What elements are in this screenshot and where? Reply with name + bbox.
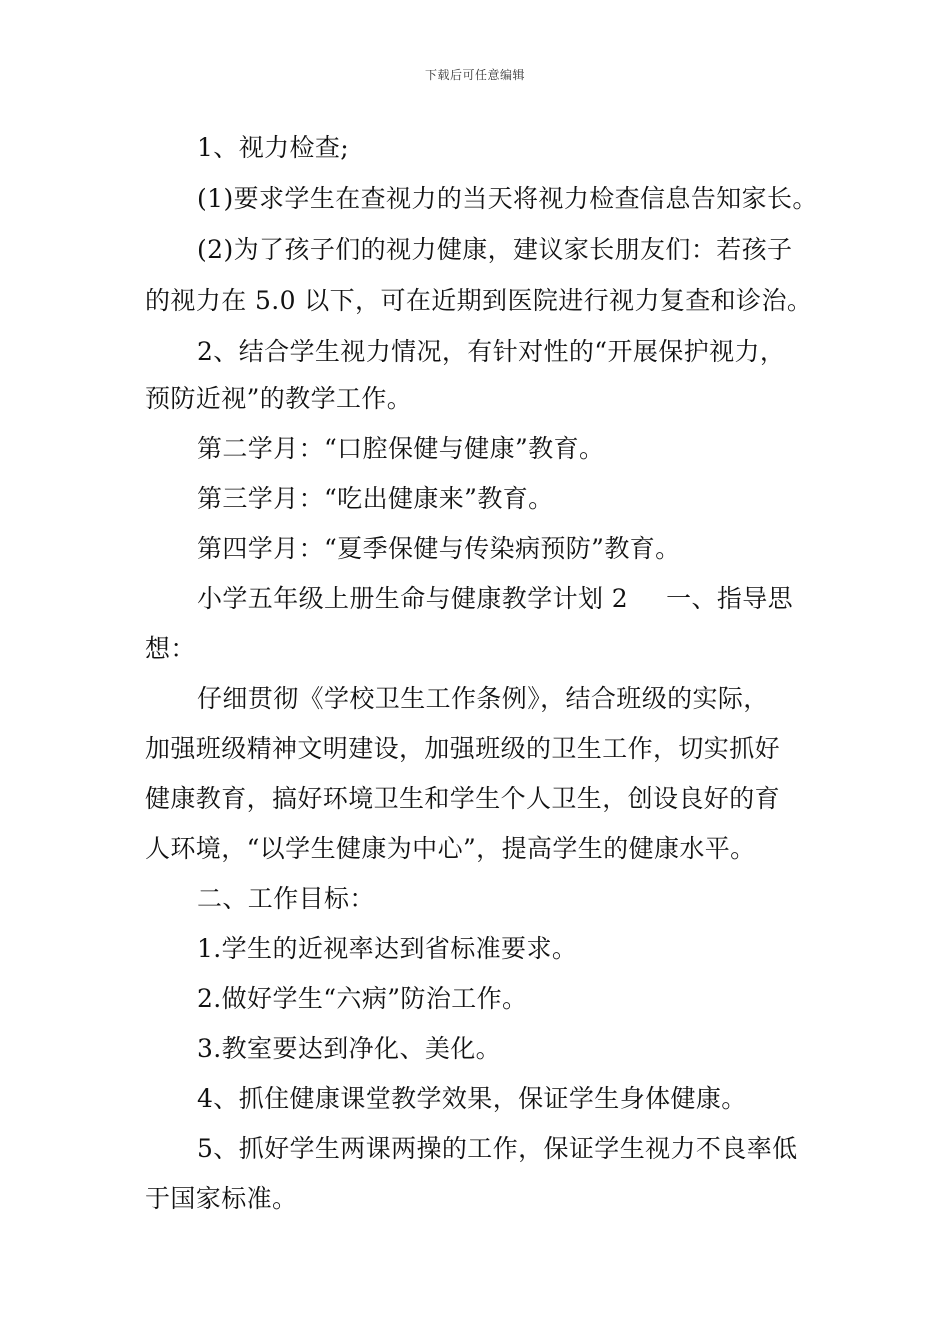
paragraph-line: 仔细贯彻《学校卫生工作条例》，结合班级的实际， xyxy=(197,684,769,713)
paragraph-line: 预防近视”的教学工作。 xyxy=(145,384,413,413)
paragraph-line: 的视力在 5.0 以下，可在近期到医院进行视力复查和诊治。 xyxy=(145,286,813,315)
paragraph-line: 1、视力检查; xyxy=(197,133,350,162)
page-header-note: 下载后可任意编辑 xyxy=(424,68,525,82)
paragraph-line: 2、结合学生视力情况，有针对性的“开展保护视力， xyxy=(197,337,786,366)
paragraph-line: 人环境，“以学生健康为中心”，提高学生的健康水平。 xyxy=(145,834,756,863)
list-item: 1.学生的近视率达到省标准要求。 xyxy=(197,934,578,963)
paragraph-line: 第三学月：“吃出健康来”教育。 xyxy=(197,484,554,513)
paragraph-line: 健康教育，搞好环境卫生和学生个人卫生，创设良好的育 xyxy=(145,784,781,813)
list-item: 3.教室要达到净化、美化。 xyxy=(197,1034,502,1063)
paragraph-line: (1)要求学生在查视力的当天将视力检查信息告知家长。 xyxy=(197,184,818,213)
paragraph-line: 第二学月：“口腔保健与健康”教育。 xyxy=(197,434,605,463)
section-title-line xyxy=(197,584,793,614)
paragraph-line: 想： xyxy=(145,634,196,663)
list-item: 2.做好学生“六病”防治工作。 xyxy=(197,984,528,1013)
section-heading: 二、工作目标： xyxy=(197,884,375,913)
paragraph-line: 加强班级精神文明建设，加强班级的卫生工作，切实抓好 xyxy=(145,734,781,763)
list-item: 4、抓住健康课堂教学效果，保证学生身体健康。 xyxy=(197,1084,747,1113)
paragraph-line: 第四学月：“夏季保健与传染病预防”教育。 xyxy=(197,534,681,563)
section-title: 小学五年级上册生命与健康教学计划 2 xyxy=(197,584,629,613)
list-item-continuation: 于国家标准。 xyxy=(145,1184,298,1213)
paragraph-line: (2)为了孩子们的视力健康，建议家长朋友们：若孩子 xyxy=(197,235,793,264)
section-heading-start: 一、指导思 xyxy=(666,584,794,613)
list-item: 5、抓好学生两课两操的工作，保证学生视力不良率低 xyxy=(197,1134,798,1163)
